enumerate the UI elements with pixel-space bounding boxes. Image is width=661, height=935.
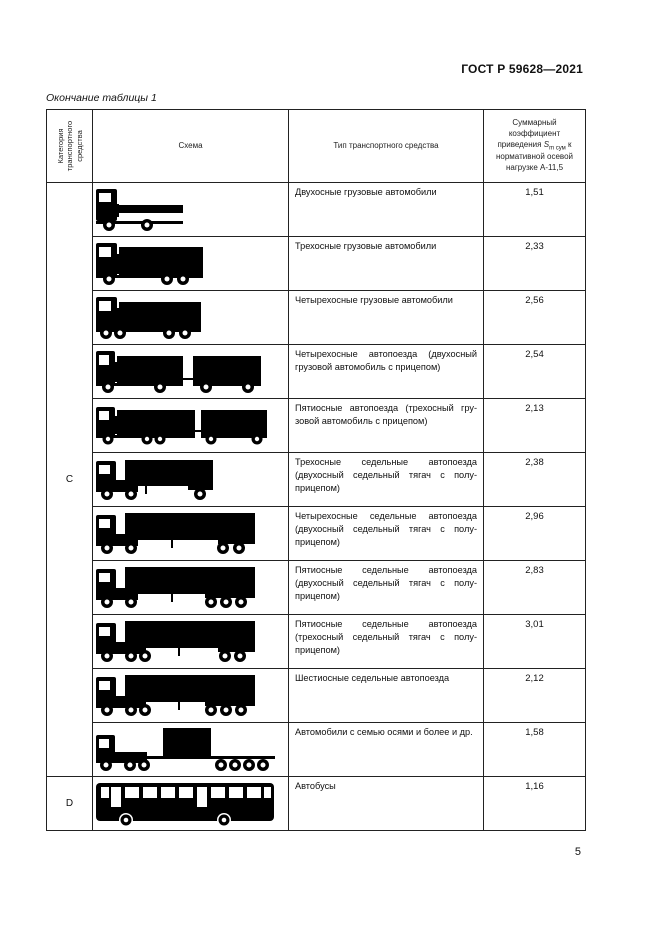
coefficient-cell: 2,12	[484, 669, 586, 723]
category-d-cell: D	[47, 777, 93, 831]
vehicle-type-cell: Пятиосные седельные автопоезда (трехосный седельный тягач с полуприцепом)	[289, 615, 484, 669]
table-row	[47, 453, 586, 507]
page-number: 5	[574, 846, 581, 858]
four-axle-semitrailer-icon	[93, 509, 281, 559]
table-row	[47, 237, 586, 291]
table-row	[47, 183, 586, 237]
category-c-cell: C	[47, 183, 93, 777]
scheme-cell	[93, 561, 289, 615]
scheme-cell	[93, 183, 289, 237]
three-axle-truck-icon	[93, 239, 281, 289]
standard-number: ГОСТ Р 59628—2021	[461, 62, 583, 76]
coefficient-cell: 1,51	[484, 183, 586, 237]
scheme-cell	[93, 345, 289, 399]
table-row	[47, 291, 586, 345]
vehicle-type-cell: Пятиосные седельные автопоезда (двухосный седельный тягач с полуприцепом)	[289, 561, 484, 615]
scheme-cell	[93, 453, 289, 507]
two-axle-truck-icon	[93, 185, 281, 235]
scheme-cell	[93, 615, 289, 669]
coefficient-cell: 2,54	[484, 345, 586, 399]
table-row	[47, 669, 586, 723]
coefficient-cell: 2,13	[484, 399, 586, 453]
vehicle-type-cell: Трехосные седельные автопоезда (двухосный седельный тягач с полуприцепом)	[289, 453, 484, 507]
six-axle-semitrailer-icon	[93, 671, 281, 721]
coefficient-cell: 3,01	[484, 615, 586, 669]
vehicle-type-cell: Шестиосные седельные автопоезда	[289, 669, 484, 723]
table-header-row	[47, 110, 586, 183]
scheme-cell	[93, 291, 289, 345]
vehicle-type-cell: Автомобили с семью осями и более и др.	[289, 723, 484, 777]
coefficient-cell: 2,56	[484, 291, 586, 345]
vehicle-type-cell: Четырехосные грузовые автомобили	[289, 291, 484, 345]
coefficient-cell: 1,16	[484, 777, 586, 831]
vehicle-type-cell: Автобусы	[289, 777, 484, 831]
three-axle-semitrailer-icon	[93, 455, 281, 505]
table-row	[47, 723, 586, 777]
vehicle-type-cell: Трехосные грузовые автомобили	[289, 237, 484, 291]
bus-icon	[93, 779, 281, 829]
coefficient-cell: 2,83	[484, 561, 586, 615]
vehicle-type-cell: Пятиосные автопоезда (трехосный грузовой автомобиль с прицепом)	[289, 399, 484, 453]
scheme-cell	[93, 237, 289, 291]
scheme-cell	[93, 507, 289, 561]
table-caption: Окончание таблицы 1	[46, 92, 157, 104]
table-row	[47, 777, 586, 831]
header-category: Категория транспортного средства	[47, 110, 93, 183]
header-type: Тип транспортного средства	[289, 110, 484, 183]
five-axle-semitrailer-icon	[93, 563, 281, 613]
vehicle-table	[46, 109, 586, 831]
coefficient-cell: 2,96	[484, 507, 586, 561]
table-row	[47, 561, 586, 615]
table-row	[47, 345, 586, 399]
header-coefficient: Суммарный коэффициент приведения $S_{m сум}$ к нормативной осевой нагрузке А-11,5	[484, 110, 586, 183]
coefficient-cell: 2,33	[484, 237, 586, 291]
four-axle-road-train-icon	[93, 347, 281, 397]
seven-plus-axle-vehicle-icon	[93, 725, 281, 775]
vehicle-type-cell: Четырехосные автопоезда (двухосный грузовой автомобиль с прицепом)	[289, 345, 484, 399]
four-axle-truck-icon	[93, 293, 281, 343]
coefficient-cell: 2,38	[484, 453, 586, 507]
table-row	[47, 507, 586, 561]
table-row	[47, 615, 586, 669]
scheme-cell	[93, 723, 289, 777]
table-row	[47, 399, 586, 453]
five-axle-semitrailer-3axle-tractor-icon	[93, 617, 281, 667]
coefficient-cell: 1,58	[484, 723, 586, 777]
header-scheme: Схема	[93, 110, 289, 183]
scheme-cell	[93, 777, 289, 831]
scheme-cell	[93, 399, 289, 453]
scheme-cell	[93, 669, 289, 723]
vehicle-type-cell: Четырехосные седельные автопоезда (двухосный седельный тягач с полуприцепом)	[289, 507, 484, 561]
vehicle-type-cell: Двухосные грузовые автомобили	[289, 183, 484, 237]
five-axle-road-train-icon	[93, 401, 281, 451]
